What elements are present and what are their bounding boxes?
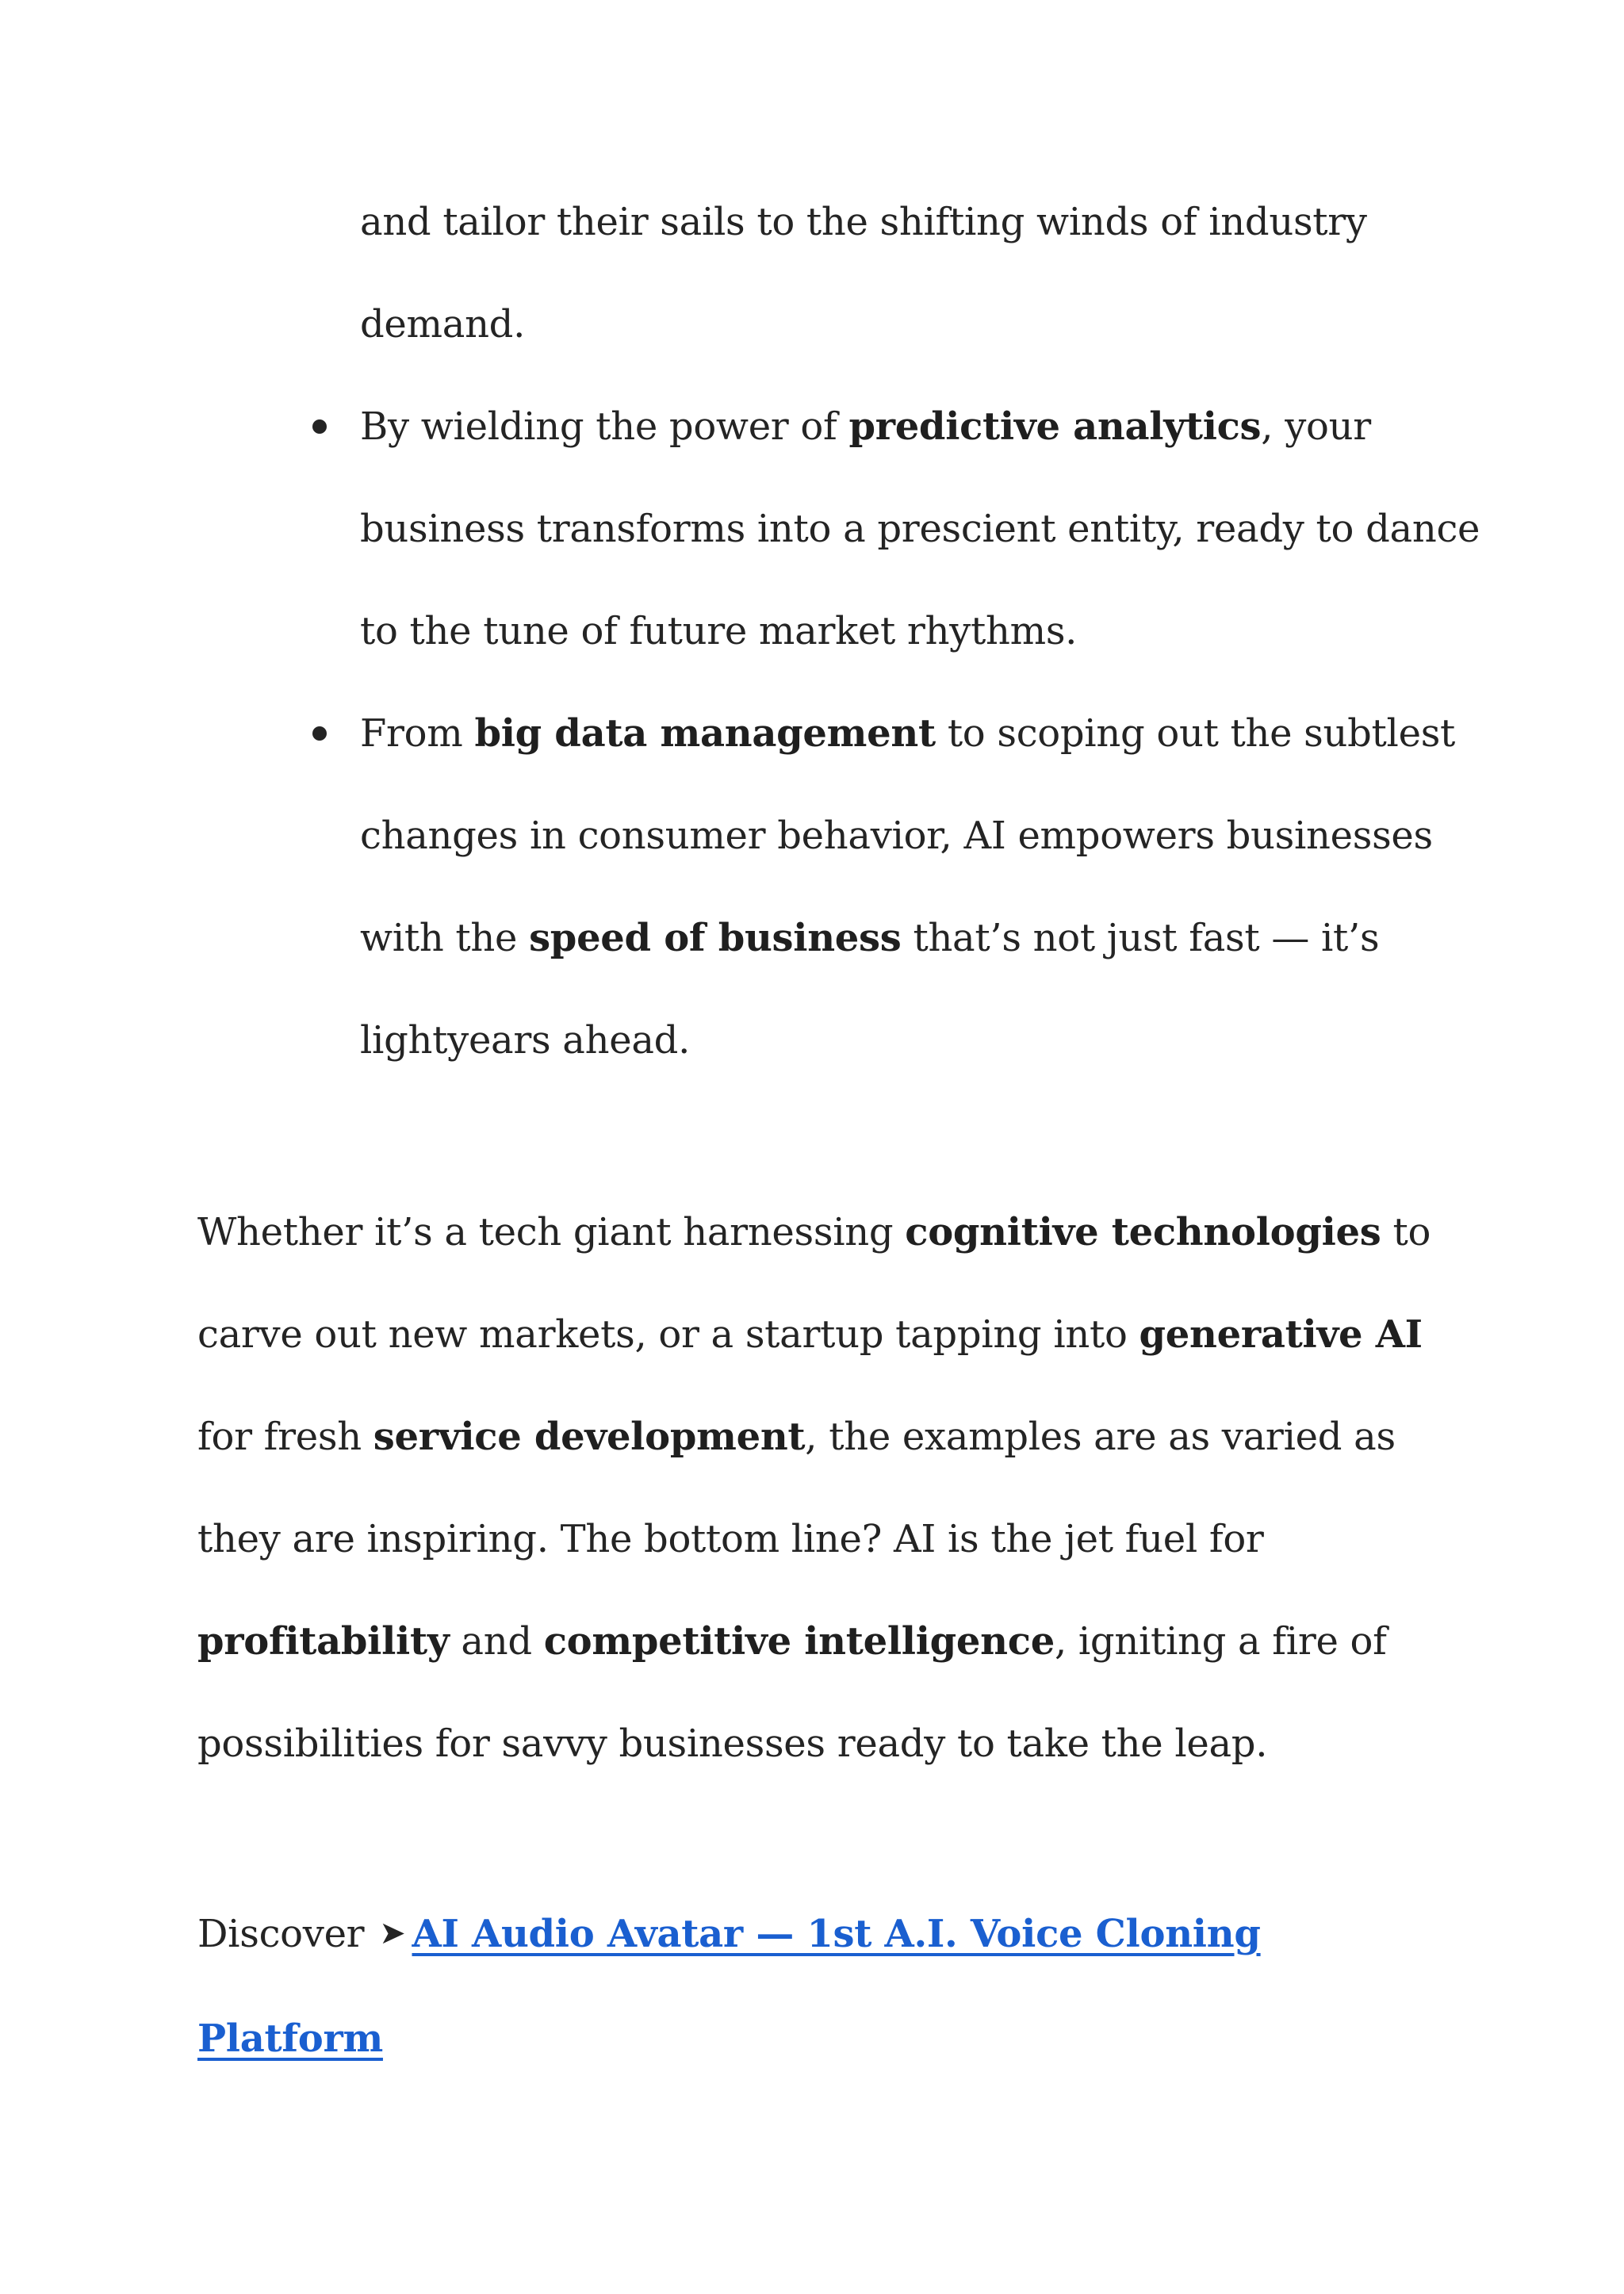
bold-term: predictive analytics [848, 404, 1262, 449]
bold-term: speed of business [529, 916, 902, 960]
paragraph-text: for fresh [197, 1415, 373, 1459]
bold-term: cognitive technologies [905, 1210, 1381, 1254]
bullet-dot-icon [312, 683, 344, 785]
paragraph-text: Whether it’s a tech giant harnessing [197, 1210, 906, 1254]
paragraph-text: to carve out new markets, or a startup tapping into [197, 1210, 1431, 1357]
bullet-text: From [360, 711, 475, 756]
paragraph-text: and [449, 1619, 544, 1664]
discover-line [197, 1883, 1450, 2090]
bullet-text: that’s not just fast — it’s lightyears ahead. [360, 916, 1380, 1063]
bold-term: generative AI [1139, 1312, 1423, 1357]
list-item [360, 171, 1518, 376]
discover-label: Discover [197, 1912, 377, 1956]
bullet-list [360, 171, 1518, 1092]
bullet-text: and tailor their sails to the shifting winds of industry demand. [360, 200, 1367, 347]
arrow-right-icon: ➤ [379, 1915, 406, 1951]
bullet-dot-icon [312, 376, 344, 478]
bold-term: big data management [474, 711, 936, 756]
bold-term: service development [373, 1415, 806, 1459]
bullet-text: , your business transforms into a prescient entity, ready to dance to the tune of future market rhythms. [360, 404, 1480, 653]
bullet-text: By wielding the power of [360, 404, 849, 449]
body-paragraph [197, 1181, 1450, 1795]
bold-term: competitive intelligence [543, 1619, 1055, 1664]
bullet-text: to scoping out the subtlest changes in consumer behavior, AI empowers businesses with the [360, 711, 1456, 960]
list-item [360, 376, 1518, 683]
bold-term: profitability [197, 1619, 450, 1664]
paragraph-text: , igniting a fire of possibilities for savvy businesses ready to take the leap. [197, 1619, 1387, 1766]
ai-audio-avatar-link[interactable]: AI Audio Avatar — 1st A.I. Voice Cloning Platform [197, 1912, 1261, 2061]
paragraph-text: , the examples are as varied as they are inspiring. The bottom line? AI is the jet fuel for [197, 1415, 1396, 1561]
list-item [360, 683, 1518, 1092]
